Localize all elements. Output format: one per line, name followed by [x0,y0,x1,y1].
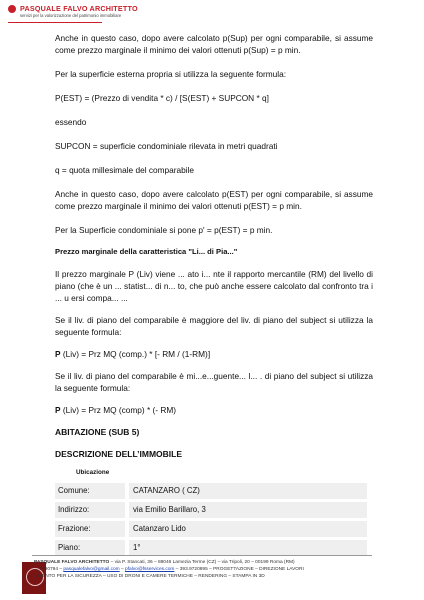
footer-brand: PASQUALE FALVO ARCHITETTO [34,560,110,565]
table-value: via Emilio Barillaro, 3 [133,505,206,514]
table-value-cell [129,521,367,537]
paragraph: Per la superficie esterna propria si utilizza la seguente formula: [55,69,287,79]
paragraph: Anche in questo caso, dopo avere calcolato p(EST) per ogni comparabile, si assume come prezzo marginale il minimo dei valori ottenuti p(EST) = p min. [55,189,373,211]
table-label-cell [55,502,125,518]
paragraph: Per la Superficie condominiale si pone p' = p(EST) = p min. [55,225,273,235]
table-row [55,502,367,518]
table-row [55,483,367,499]
footer-address [34,560,295,565]
table-value: CATANZARO ( CZ) [133,486,200,495]
paragraph: Se il liv. di piano del comparabile è mi...e...guente... l... . di piano del subject si utilizza la seguente formula: [55,371,373,393]
definition: q = quota millesimale del comparabile [55,165,195,175]
brand-tagline: servizi per la valorizzazione del patrimonio immobiliare [20,13,122,18]
brand-logo-icon [8,5,16,13]
table-label-cell [55,540,125,556]
table-value-cell [129,502,367,518]
document-body [55,32,373,416]
table-label-cell [55,521,125,537]
table-value: Catanzaro Lido [133,524,186,533]
paragraph: Anche in questo caso, dopo avere calcolato p(Sup) per ogni comparabile, si assume come prezzo marginale il minimo dei valori ottenuti p(Sup) = p min. [55,33,373,55]
formula-text: (Liv) = Prz MQ (comp) * (- RM) [60,405,177,415]
header-divider [8,22,102,23]
table-label: Piano: [58,543,81,552]
paragraph: Se il liv. di piano del comparabile è maggiore del liv. di piano del subject si utilizza la seguente formula: [55,315,373,337]
brand-name: PASQUALE FALVO ARCHITETTO [20,4,138,13]
table-label: Comune: [58,486,90,495]
footer-phone: ... 0290794 – [34,567,64,572]
table-label-cell [55,483,125,499]
formula [55,348,373,360]
footer-services: – 393.9720895 – PROGETTAZIONE – DIREZIONE LAVORI [174,567,304,572]
table-value-cell [129,483,367,499]
section-subtitle: DESCRIZIONE DELL’IMMOBILE [55,449,183,459]
location-table [55,483,367,559]
definition: SUPCON = superficie condominiale rilevata in metri quadrati [55,141,278,151]
table-label: Indirizzo: [58,505,90,514]
subheading: Prezzo marginale della caratteristica "Li... di Pia..." [55,247,238,256]
formula [55,404,373,416]
formula-text: (Liv) = Prz MQ (comp.) * [- RM / (1-RM)] [60,349,211,359]
table-caption: Ubicazione [76,469,110,476]
table-value-cell [129,540,367,556]
footer-address-text: – via P. Stancati, 36 – 88046 Lamezia Terme (CZ) – via Tripoli, 20 – 00199 Roma (RM) [109,560,295,565]
table-label: Frazione: [58,524,91,533]
footer-divider [32,555,372,556]
formula-symbol: P [55,349,61,359]
footer-email-link[interactable]: pasqualefalvo@gmail.com [63,567,120,572]
formula: P(EST) = (Prezzo di vendita * c) / [S(EST) + SUPCON * q] [55,93,269,103]
table-value: 1° [133,543,141,552]
section-title: ABITAZIONE (SUB 5) [55,427,140,437]
footer-separator: – [119,567,126,572]
table-row [55,521,367,537]
footer-contacts [34,567,304,572]
footer-email-link[interactable]: pfalvo@fsservices.com [125,567,175,572]
paragraph: Il prezzo marginale P (Liv) viene ... ato i... nte il rapporto mercantile (RM) del livello di piano (che è un ... statist... di n... to, che può anche essere calcolato dal confronto tra i ... u ersi compa... ... [55,269,373,303]
table-row [55,540,367,556]
paragraph: essendo [55,117,87,127]
footer-services-line: ...MENTO PER LA SICUREZZA – USO DI DRONI E CAMERE TERMICHE – RENDERING – STAMPA IN 3D [34,574,265,579]
formula-symbol: P [55,405,61,415]
